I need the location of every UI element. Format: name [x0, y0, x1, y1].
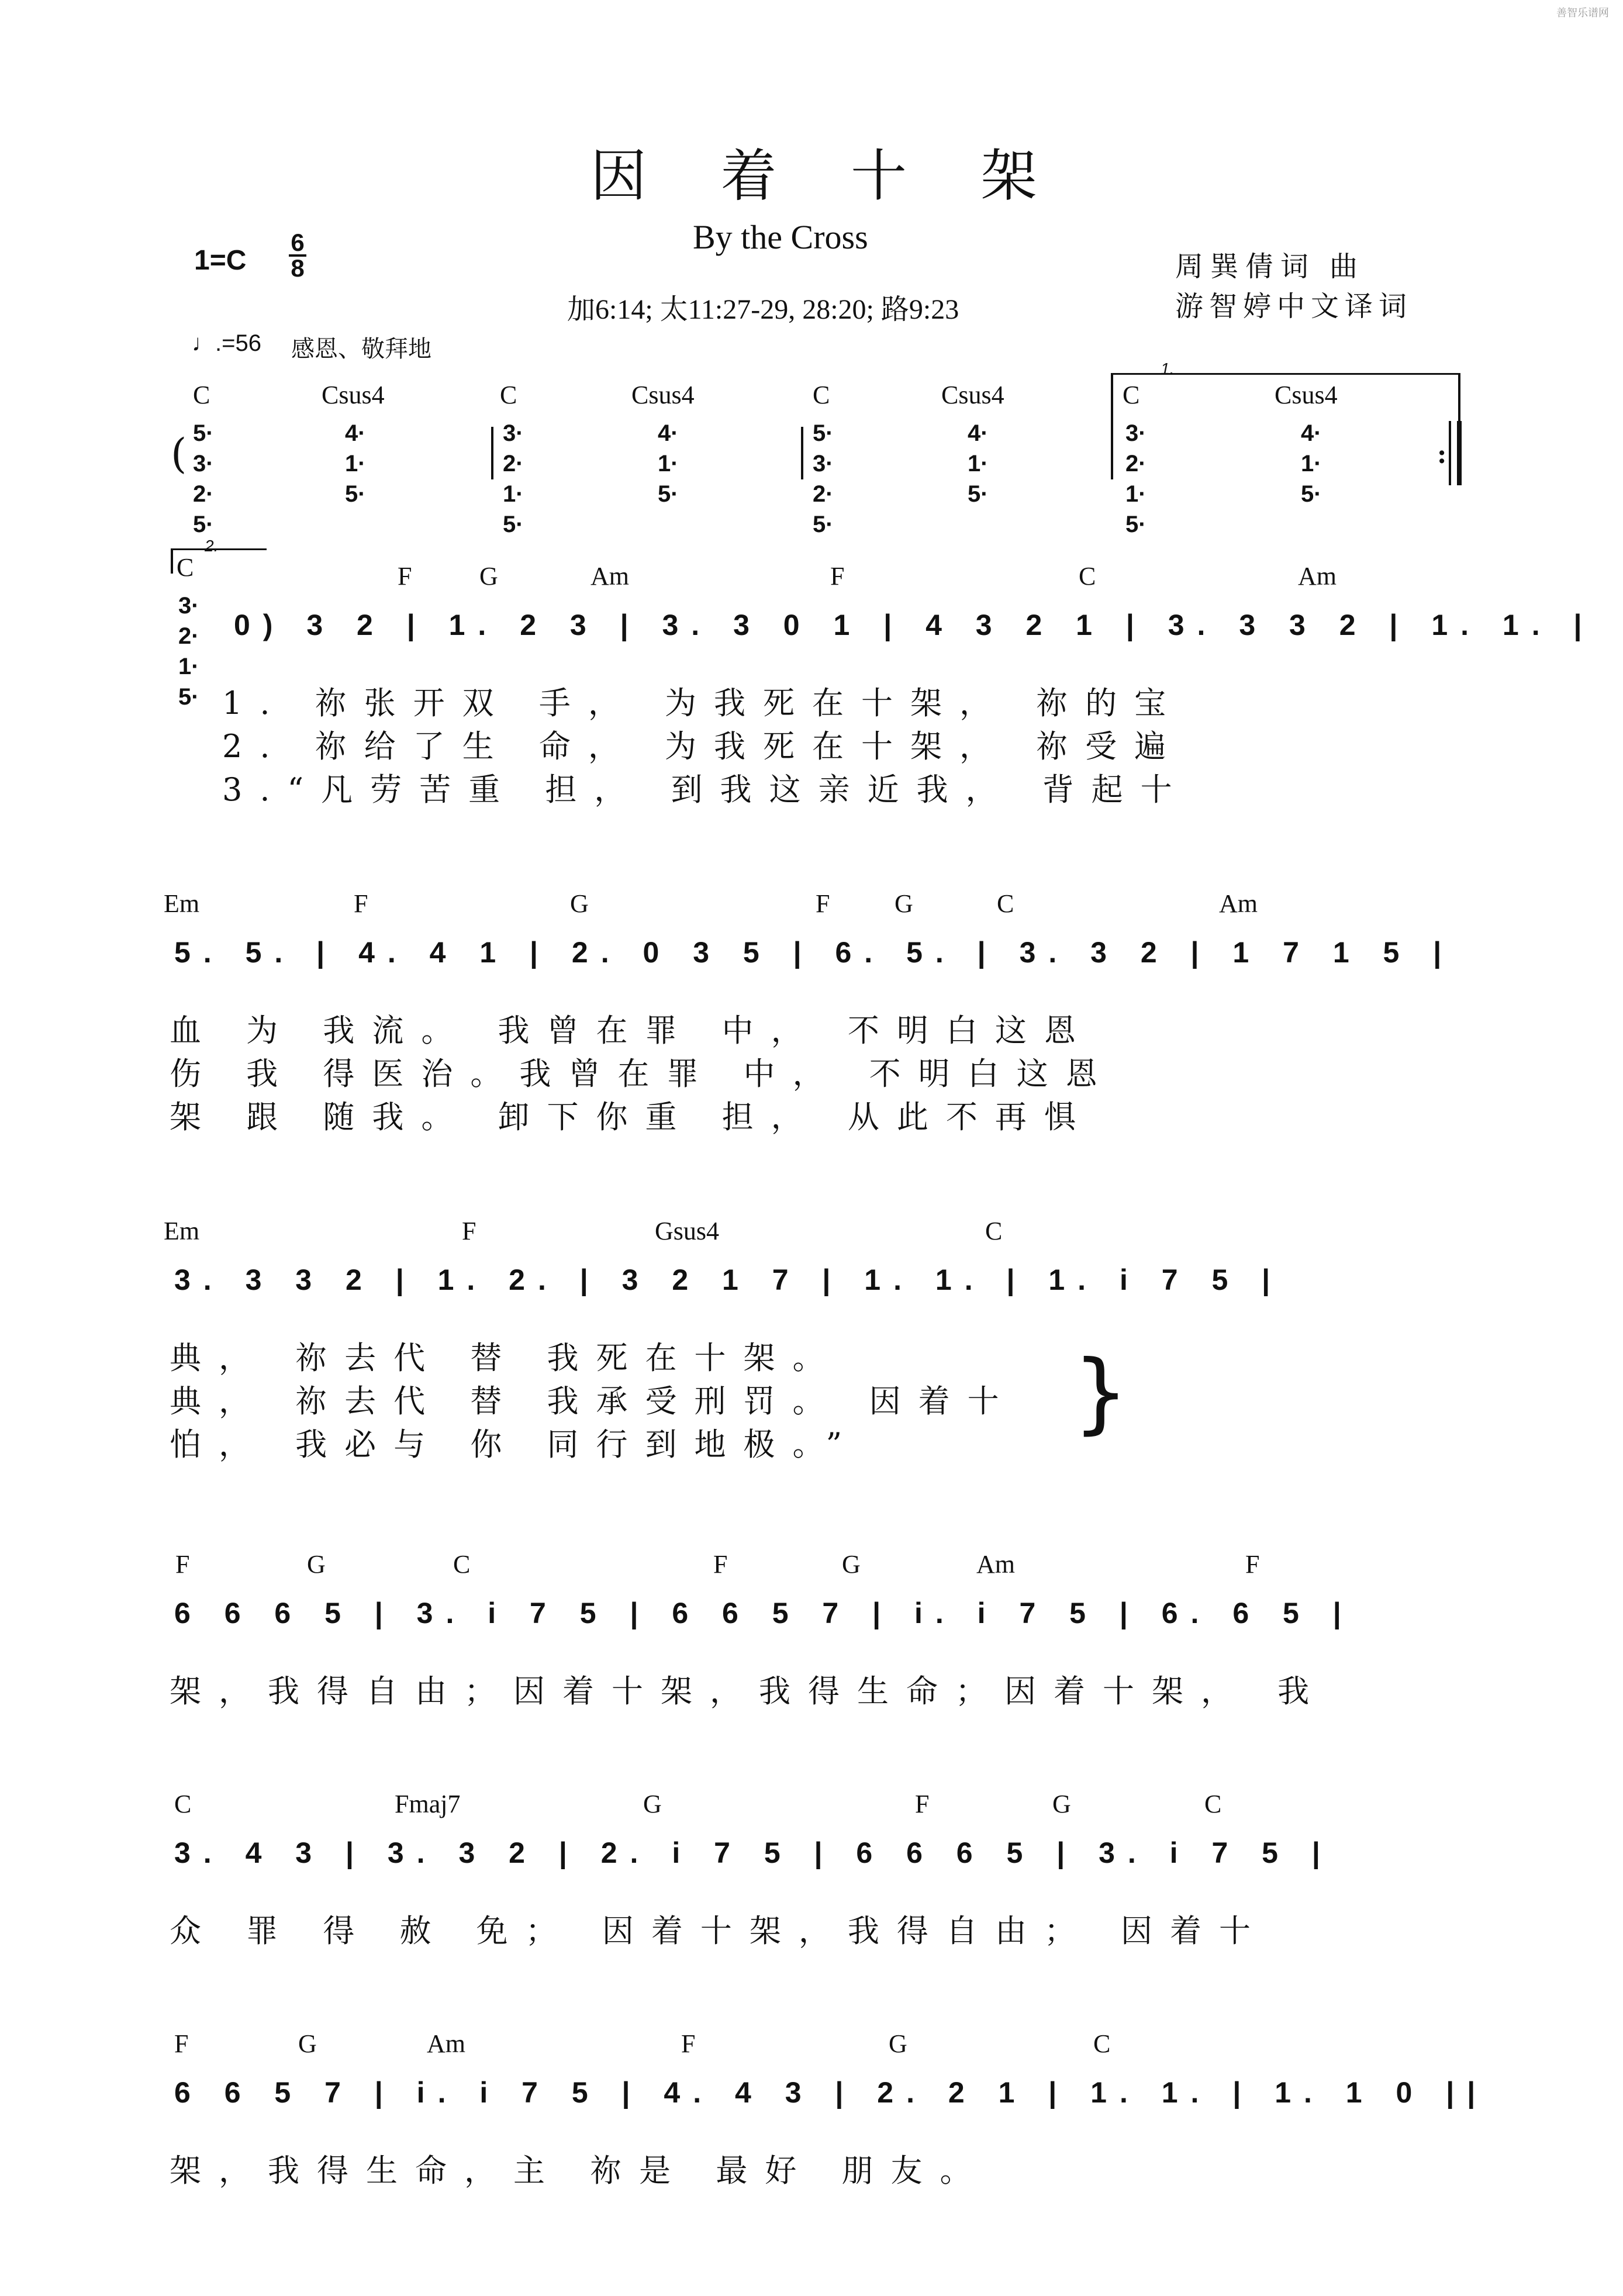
chord-symbol: F	[681, 2029, 696, 2058]
lyric-line: 2. 祢给了生 命， 为我死在十架， 祢受遍	[222, 728, 1184, 765]
chord-symbol: G	[895, 889, 913, 918]
melody-notes: 6 6 6 5 | 3. i 7 5 | 6 6 5 7 | i. i 7 5 | 6. 6 5 |	[174, 1597, 1354, 1629]
lyric-line: 1. 祢张开双 手， 为我死在十架， 祢的宝	[222, 685, 1184, 721]
final-repeat-barline	[1449, 421, 1451, 485]
lyric-line: 架 跟 随我。 卸下你重 担， 从此不再惧	[170, 1099, 1093, 1135]
chord-symbol: G	[479, 562, 498, 591]
chord-symbol: G	[298, 2029, 317, 2058]
lyric-line: 架，我得自由；因着十架，我得生命；因着十架， 我	[170, 1673, 1327, 1710]
watermark: 善智乐谱网	[1556, 7, 1609, 19]
intro-chord: Csus4	[631, 381, 695, 409]
intro-chord-stack: 4· 1· 5·	[345, 420, 366, 507]
row1-chord-stack: 3· 2· 1· 5·	[178, 593, 199, 710]
chord-symbol: C	[997, 889, 1014, 918]
intro-chord: C	[1123, 381, 1140, 409]
lyric-line: 3.“凡劳苦重 担， 到我这亲近我， 背起十	[222, 771, 1190, 808]
intro-chord: Csus4	[1275, 381, 1338, 409]
melody-notes: 5. 5. | 4. 4 1 | 2. 0 3 5 | 6. 5. | 3. 3 2 | 1 7 1 5 |	[174, 936, 1455, 969]
intro-chord-stack: 4· 1· 5·	[658, 420, 679, 507]
chord-symbol: Am	[1298, 562, 1337, 591]
intro-barline	[801, 427, 803, 479]
chord-symbol: F	[175, 1550, 190, 1579]
lyric-line: 架，我得生命，主 祢是 最好 朋友。	[170, 2152, 989, 2189]
chord-symbol: F	[816, 889, 830, 918]
chord-symbol: Gsus4	[655, 1217, 720, 1245]
chord-symbol: G	[889, 2029, 907, 2058]
melody-notes: 3. 3 3 2 | 1. 2. | 3 2 1 7 | 1. 1. | 1. i 7 5 |	[174, 1263, 1283, 1296]
chord-symbol: G	[570, 889, 589, 918]
key-signature: 1=C	[194, 245, 247, 276]
chord-symbol: C	[453, 1550, 471, 1579]
lyric-line: 典， 祢去代 替 我承受刑罚。 因着十	[170, 1383, 1017, 1420]
expression-marking: 感恩、敬拜地	[291, 336, 431, 362]
melody-notes: 3. 4 3 | 3. 3 2 | 2. i 7 5 | 6 6 6 5 | 3. i 7 5 |	[174, 1836, 1333, 1869]
time-signature	[289, 231, 306, 280]
chord-symbol: Em	[164, 1217, 200, 1245]
volta-bracket-1	[1111, 373, 1460, 439]
lyric-line: 众 罪 得 赦 免； 因着十架，我得自由； 因着十	[170, 1912, 1268, 1949]
chord-symbol: Am	[1219, 889, 1258, 918]
chord-symbol: C	[1079, 562, 1096, 591]
chord-symbol: C	[1204, 1790, 1222, 1818]
intro-barline	[491, 427, 493, 479]
chord-symbol: C	[1093, 2029, 1111, 2058]
composer-credit: 周巽倩词 曲	[1175, 251, 1365, 282]
intro-paren: (	[171, 430, 187, 478]
tempo-marking: ♩.=56	[192, 330, 261, 356]
volta-1-label: 1.	[1161, 360, 1175, 378]
intro-chord-stack: 4· 1· 5·	[968, 420, 989, 507]
intro-chord-stack: 4· 1· 5·	[1301, 420, 1322, 507]
english-subtitle: By the Cross	[693, 218, 868, 256]
chord-symbol: G	[1052, 1790, 1071, 1818]
song-title: 因 着 十 架	[591, 143, 1065, 209]
final-repeat-barline-thick	[1457, 421, 1462, 485]
chord-symbol: F	[398, 562, 412, 591]
chord-symbol: Am	[427, 2029, 465, 2058]
intro-chord: C	[813, 381, 830, 409]
lyric-line: 典， 祢去代 替 我死在十架。	[170, 1339, 842, 1376]
chord-symbol: F	[174, 2029, 189, 2058]
melody-notes: 0) 3 2 | 1. 2 3 | 3. 3 0 1 | 4 3 2 1 | 3. 3 3 2 | 1. 1. |	[234, 609, 1595, 641]
chord-symbol: Em	[164, 889, 200, 918]
chord-symbol: F	[462, 1217, 476, 1245]
intro-chord: Csus4	[322, 381, 385, 409]
chord-symbol: F	[354, 889, 368, 918]
chord-symbol: Fmaj7	[395, 1790, 461, 1818]
lyric-line: 怕， 我必与 你 同行到地极。”	[170, 1426, 860, 1463]
intro-chord-stack: 3· 2· 1· 5·	[1125, 420, 1147, 537]
intro-chord-stack: 3· 2· 1· 5·	[503, 420, 524, 537]
chord-symbol: F	[915, 1790, 930, 1818]
chord-symbol: F	[1245, 1550, 1260, 1579]
scripture-reference: 加6:14; 太11:27-29, 28:20; 路9:23	[567, 294, 959, 325]
chord-symbol: Am	[591, 562, 629, 591]
chord-symbol: C	[174, 1790, 192, 1818]
intro-chord: C	[193, 381, 210, 409]
melody-notes: 6 6 5 7 | i. i 7 5 | 4. 4 3 | 2. 2 1 | 1. 1. | 1. 1 0 ||	[174, 2076, 1489, 2109]
intro-chord: C	[500, 381, 517, 409]
translator-credit: 游智婷中文译词	[1175, 291, 1413, 322]
chord-symbol: G	[842, 1550, 861, 1579]
chord-symbol: C	[177, 553, 194, 582]
chord-symbol: Am	[976, 1550, 1015, 1579]
intro-chord-stack: 5· 3· 2· 5·	[813, 420, 834, 537]
chord-symbol: G	[307, 1550, 326, 1579]
time-sig-bottom: 8	[291, 254, 305, 282]
chord-symbol: F	[830, 562, 845, 591]
repeat-sign: :	[1437, 440, 1447, 469]
intro-chord-stack: 5· 3· 2· 5·	[193, 420, 214, 537]
chord-symbol: G	[643, 1790, 662, 1818]
verse-brace: }	[1073, 1342, 1129, 1444]
intro-chord: Csus4	[941, 381, 1004, 409]
volta-2-label: 2.	[205, 537, 219, 555]
chord-symbol: C	[985, 1217, 1003, 1245]
lyric-line: 血 为 我流。 我曾在罪 中， 不明白这恩	[170, 1012, 1093, 1049]
chord-symbol: F	[713, 1550, 728, 1579]
lyric-line: 伤 我 得医治。我曾在罪 中， 不明白这恩	[170, 1055, 1115, 1092]
time-sig-top: 6	[291, 229, 305, 256]
